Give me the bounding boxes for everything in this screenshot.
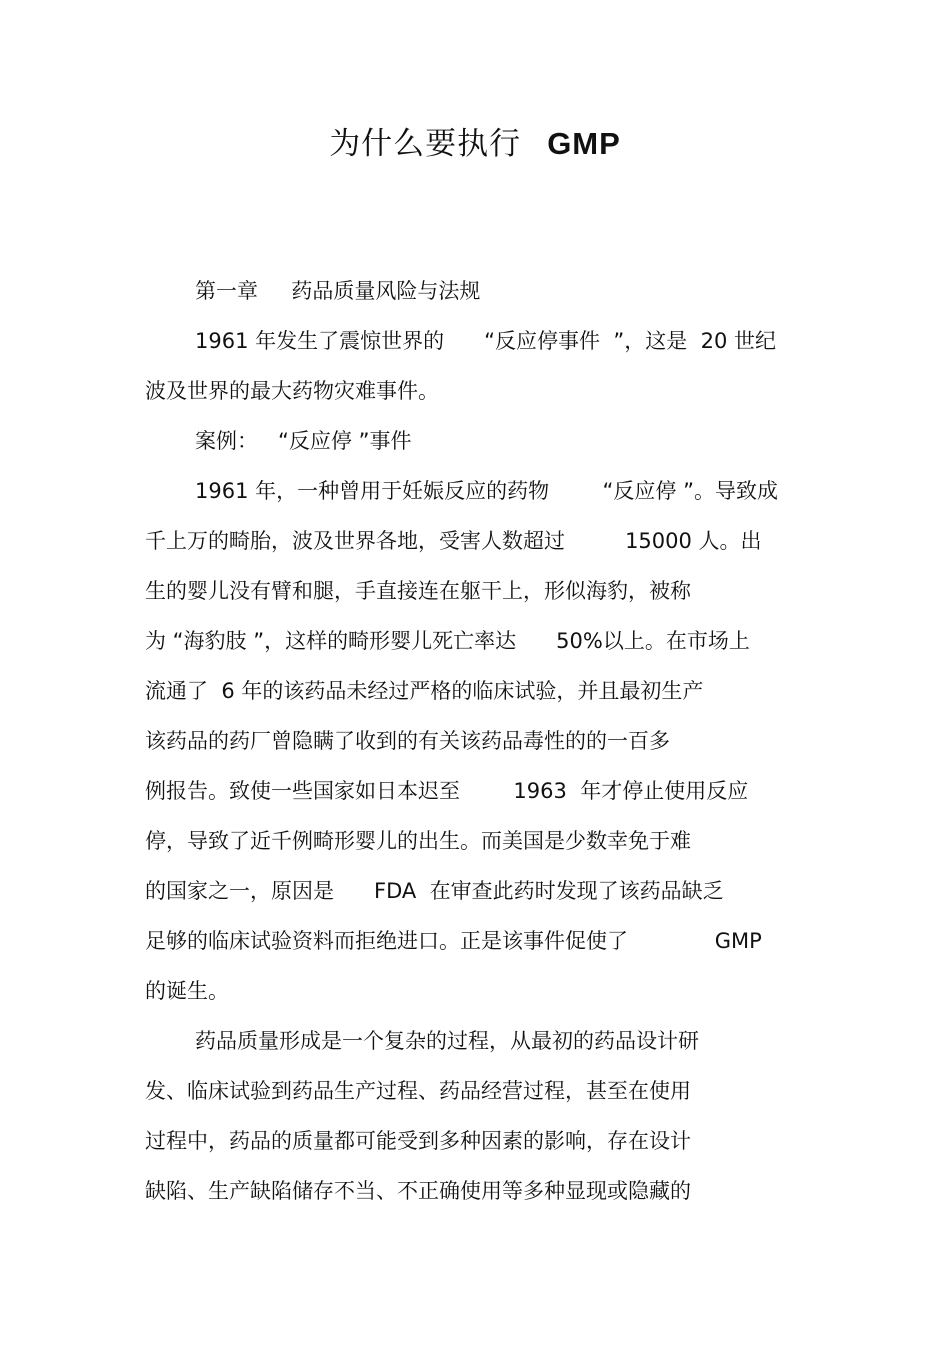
paragraph-line: 千上万的畸胎，波及世界各地，受害人数超过 15000 人。出 (145, 529, 762, 553)
paragraph-line: 药品质量形成是一个复杂的过程，从最初的药品设计研 (195, 1029, 699, 1053)
paragraph-line: 该药品的药厂曾隐瞒了收到的有关该药品毒性的的一百多 (145, 729, 670, 753)
paragraph-line: 发、临床试验到药品生产过程、药品经营过程，甚至在使用 (145, 1079, 691, 1103)
paragraph-line: 过程中，药品的质量都可能受到多种因素的影响，存在设计 (145, 1129, 691, 1153)
title-chinese: 为什么要执行 (329, 126, 522, 162)
paragraph-line: 停，导致了近千例畸形婴儿的出生。而美国是少数幸免于难 (145, 829, 691, 853)
paragraph-line: 例报告。致使一些国家如日本迟至 1963 年才停止使用反应 (145, 779, 749, 803)
paragraph-line: 波及世界的最大药物灾难事件。 (145, 379, 439, 403)
paragraph-line: 的诞生。 (145, 979, 229, 1003)
paragraph-line: 流通了 6 年的该药品未经过严格的临床试验，并且最初生产 (145, 679, 704, 703)
paragraph-line: 生的婴儿没有臂和腿，手直接连在躯干上，形似海豹，被称 (145, 579, 691, 603)
case-heading: 案例： “反应停 ”事件 (195, 429, 412, 453)
title-latin: GMP (547, 126, 621, 161)
page-title (0, 122, 950, 166)
paragraph-line: 为 “海豹肢 ”，这样的畸形婴儿死亡率达 50%以上。在市场上 (145, 629, 750, 653)
paragraph-line: 1961 年发生了震惊世界的 “反应停事件 ”，这是 20 世纪 (195, 329, 777, 353)
paragraph-line: 缺陷、生产缺陷储存不当、不正确使用等多种显现或隐藏的 (145, 1179, 691, 1203)
chapter-heading: 第一章 药品质量风险与法规 (195, 279, 481, 303)
paragraph-line: 的国家之一，原因是 FDA 在审查此药时发现了该药品缺乏 (145, 879, 724, 903)
paragraph-line: 1961 年，一种曾用于妊娠反应的药物 “反应停 ”。导致成 (195, 479, 778, 503)
paragraph-line: 足够的临床试验资料而拒绝进口。正是该事件促使了 GMP (145, 929, 762, 953)
